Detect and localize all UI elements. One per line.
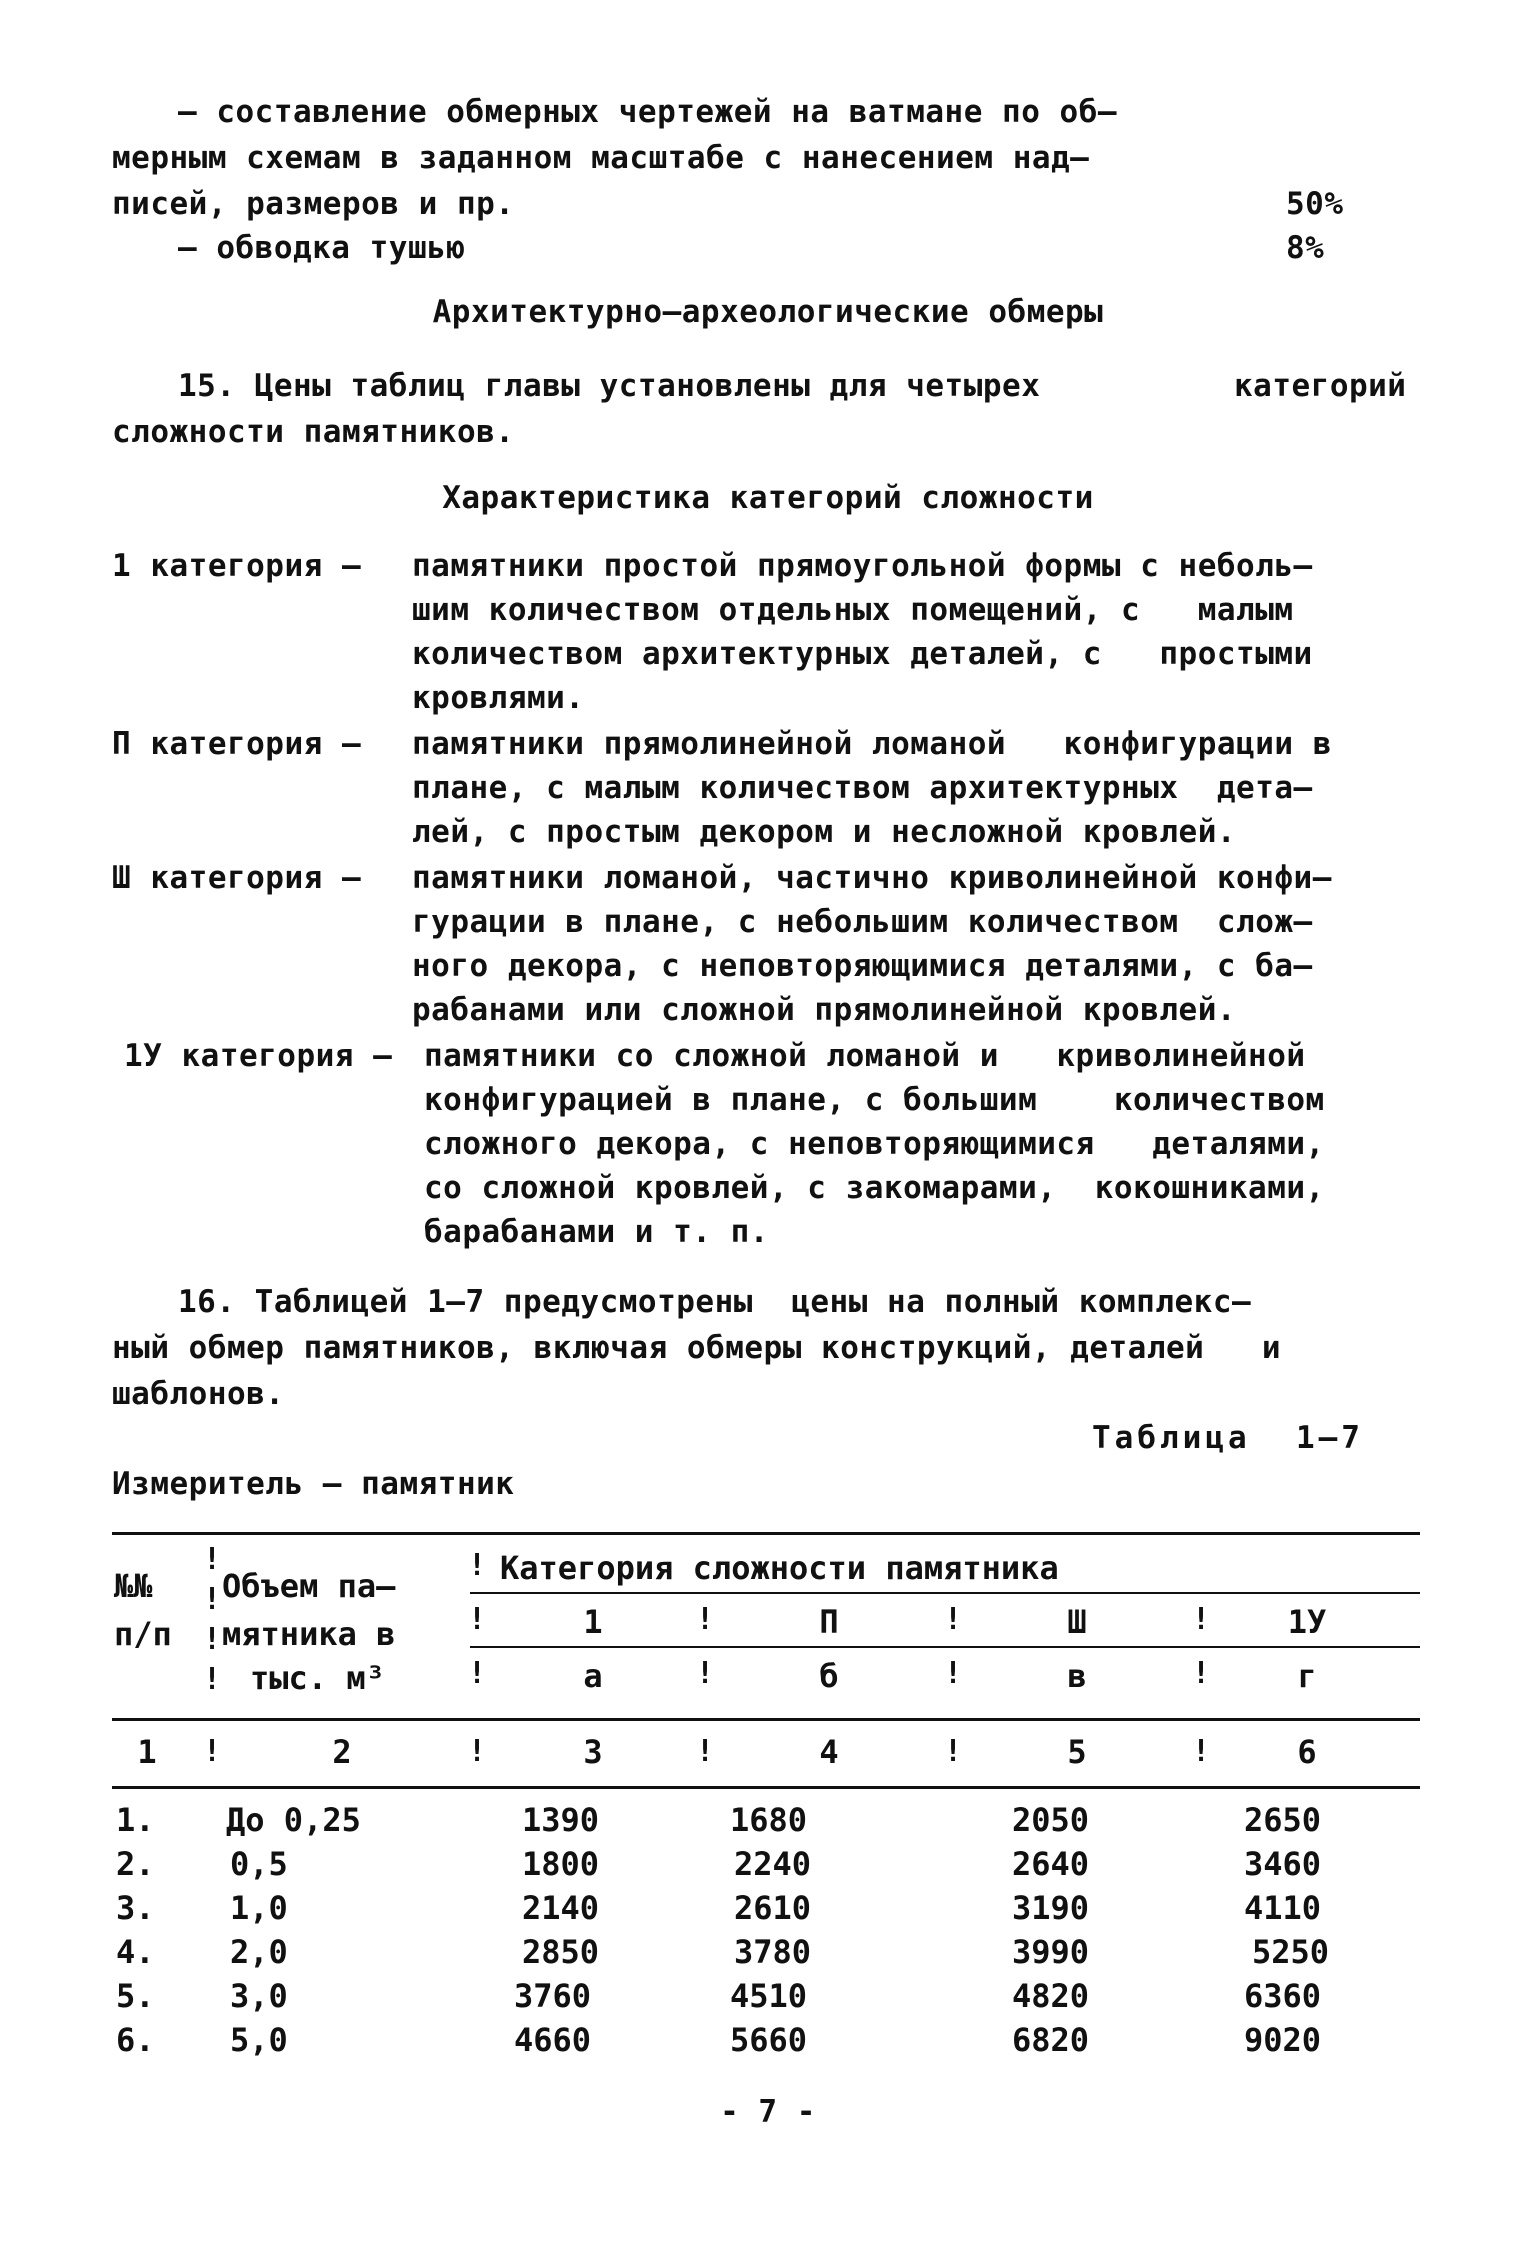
p15-line-2: сложности памятников. <box>112 414 515 450</box>
row-value-4: 2650 <box>1244 1801 1322 1839</box>
header-volume-2: мятника в <box>222 1615 396 1653</box>
row-volume: 5,0 <box>230 2021 288 2059</box>
measure-unit: Измеритель – памятник <box>112 1466 515 1502</box>
row-volume: 1,0 <box>230 1889 288 1927</box>
row-value-2: 5660 <box>730 2021 808 2059</box>
header-separator: ! <box>1192 1602 1211 1637</box>
row-value-2: 4510 <box>730 1977 808 2015</box>
table-colnum-bottom-rule <box>112 1786 1420 1789</box>
intro-line-3: писей, размеров и пр. <box>112 186 515 222</box>
p16-line-2: ный обмер памятников, включая обмеры конструкций, деталей и <box>112 1330 1281 1366</box>
category-1-line: количеством архитектурных деталей, с простыми <box>412 636 1313 672</box>
header-separator: ! <box>203 1582 222 1617</box>
header-separator: ! <box>696 1656 715 1691</box>
row-value-3: 2050 <box>1012 1801 1090 1839</box>
table-header-rule-1 <box>470 1592 1420 1594</box>
row-value-1: 4660 <box>514 2021 592 2059</box>
header-cat-2: П <box>819 1603 839 1641</box>
intro-pct-8: 8% <box>1286 230 1325 266</box>
row-value-3: 3190 <box>1012 1889 1090 1927</box>
header-separator: ! <box>203 1622 222 1657</box>
category-4-line: сложного декора, с неповторяющимися деталями, <box>424 1126 1325 1162</box>
row-value-4: 6360 <box>1244 1977 1322 2015</box>
header-separator: ! <box>944 1602 963 1637</box>
p16-line-1: 16. Таблицей 1–7 предусмотрены цены на полный комплекс– <box>178 1284 1252 1320</box>
header-separator: ! <box>203 1734 222 1769</box>
category-2-label: П категория – <box>112 726 362 762</box>
header-separator: ! <box>1192 1734 1211 1769</box>
row-value-4: 5250 <box>1252 1933 1330 1971</box>
table-top-rule <box>112 1532 1420 1535</box>
category-1-line: кровлями. <box>412 680 585 716</box>
header-separator: ! <box>1192 1656 1211 1691</box>
row-volume: 2,0 <box>230 1933 288 1971</box>
section-title: Архитектурно–археологические обмеры <box>432 294 1104 330</box>
header-category-title: Категория сложности памятника <box>500 1549 1059 1587</box>
row-value-2: 2240 <box>734 1845 812 1883</box>
p15-line-1-end: категорий <box>1234 368 1407 404</box>
characteristics-title: Характеристика категорий сложности <box>442 480 1094 516</box>
category-3-line: памятники ломаной, частично криволинейной конфи– <box>412 860 1332 896</box>
row-num: 2. <box>116 1845 155 1883</box>
col-num-5: 5 <box>1067 1733 1087 1771</box>
category-1-line: шим количеством отдельных помещений, с малым <box>412 592 1294 628</box>
row-volume: До 0,25 <box>226 1801 361 1839</box>
row-volume: 0,5 <box>230 1845 288 1883</box>
category-4-label: 1У категория – <box>124 1038 393 1074</box>
row-value-1: 2140 <box>522 1889 600 1927</box>
category-2-line: плане, с малым количеством архитектурных дета– <box>412 770 1313 806</box>
col-num-1: 1 <box>137 1733 157 1771</box>
table-header-rule-2 <box>470 1646 1420 1648</box>
row-value-3: 4820 <box>1012 1977 1090 2015</box>
header-separator: ! <box>468 1656 487 1691</box>
category-3-label: Ш категория – <box>112 860 362 896</box>
col-num-2: 2 <box>332 1733 352 1771</box>
row-num: 5. <box>116 1977 155 2015</box>
header-letter-b: б <box>819 1657 839 1695</box>
header-cat-4: 1У <box>1287 1603 1327 1641</box>
header-num-2: п/п <box>114 1615 172 1653</box>
category-4-line: со сложной кровлей, с закомарами, кокошниками, <box>424 1170 1325 1206</box>
row-value-3: 6820 <box>1012 2021 1090 2059</box>
header-separator: ! <box>203 1662 222 1697</box>
intro-pct-50: 50% <box>1286 186 1344 222</box>
header-separator: ! <box>944 1734 963 1769</box>
header-separator: ! <box>944 1656 963 1691</box>
table-header-bottom-rule <box>112 1718 1420 1721</box>
row-value-1: 3760 <box>514 1977 592 2015</box>
category-4-line: конфигурацией в плане, с большим количеством <box>424 1082 1325 1118</box>
intro-line-4: – обводка тушью <box>178 230 466 266</box>
row-value-2: 1680 <box>730 1801 808 1839</box>
header-letter-a: а <box>583 1657 603 1695</box>
p16-line-3: шаблонов. <box>112 1376 285 1412</box>
header-separator: ! <box>696 1734 715 1769</box>
header-separator: ! <box>468 1548 487 1583</box>
row-value-3: 2640 <box>1012 1845 1090 1883</box>
table-caption: Таблица 1–7 <box>1092 1420 1364 1456</box>
row-value-4: 3460 <box>1244 1845 1322 1883</box>
intro-line-2: мерным схемам в заданном масштабе с нанесением над– <box>112 140 1090 176</box>
category-4-line: барабанами и т. п. <box>424 1214 769 1250</box>
header-cat-3: Ш <box>1067 1603 1087 1641</box>
header-separator: ! <box>468 1602 487 1637</box>
header-separator: ! <box>696 1602 715 1637</box>
category-3-line: гурации в плане, с небольшим количеством слож– <box>412 904 1313 940</box>
header-cat-1: 1 <box>583 1603 603 1641</box>
row-num: 3. <box>116 1889 155 1927</box>
row-value-2: 2610 <box>734 1889 812 1927</box>
row-value-1: 2850 <box>522 1933 600 1971</box>
col-num-3: 3 <box>583 1733 603 1771</box>
category-3-line: ного декора, с неповторяющимися деталями, с ба– <box>412 948 1313 984</box>
category-2-line: лей, с простым декором и несложной кровлей. <box>412 814 1237 850</box>
row-value-4: 9020 <box>1244 2021 1322 2059</box>
category-2-line: памятники прямолинейной ломаной конфигурации в <box>412 726 1332 762</box>
header-separator: ! <box>203 1542 222 1577</box>
row-value-1: 1390 <box>522 1801 600 1839</box>
header-volume-1: Объем па– <box>222 1567 396 1605</box>
row-value-2: 3780 <box>734 1933 812 1971</box>
p15-line-1: 15. Цены таблиц главы установлены для четырех <box>178 368 1041 404</box>
category-4-line: памятники со сложной ломаной и криволинейной <box>424 1038 1306 1074</box>
header-num-1: №№ <box>114 1567 153 1605</box>
row-num: 1. <box>116 1801 155 1839</box>
header-letter-g: г <box>1297 1657 1317 1695</box>
col-num-6: 6 <box>1297 1733 1317 1771</box>
page-number: - 7 - <box>720 2094 816 2130</box>
col-num-4: 4 <box>819 1733 839 1771</box>
header-volume-3: тыс. м³ <box>250 1659 385 1697</box>
category-1-label: 1 категория – <box>112 548 362 584</box>
category-3-line: рабанами или сложной прямолинейной кровлей. <box>412 992 1237 1028</box>
row-value-1: 1800 <box>522 1845 600 1883</box>
row-value-3: 3990 <box>1012 1933 1090 1971</box>
row-volume: 3,0 <box>230 1977 288 2015</box>
intro-line-1: – составление обмерных чертежей на ватмане по об– <box>178 94 1118 130</box>
header-separator: ! <box>468 1734 487 1769</box>
category-1-line: памятники простой прямоугольной формы с неболь– <box>412 548 1313 584</box>
row-value-4: 4110 <box>1244 1889 1322 1927</box>
header-letter-v: в <box>1067 1657 1087 1695</box>
row-num: 4. <box>116 1933 155 1971</box>
row-num: 6. <box>116 2021 155 2059</box>
